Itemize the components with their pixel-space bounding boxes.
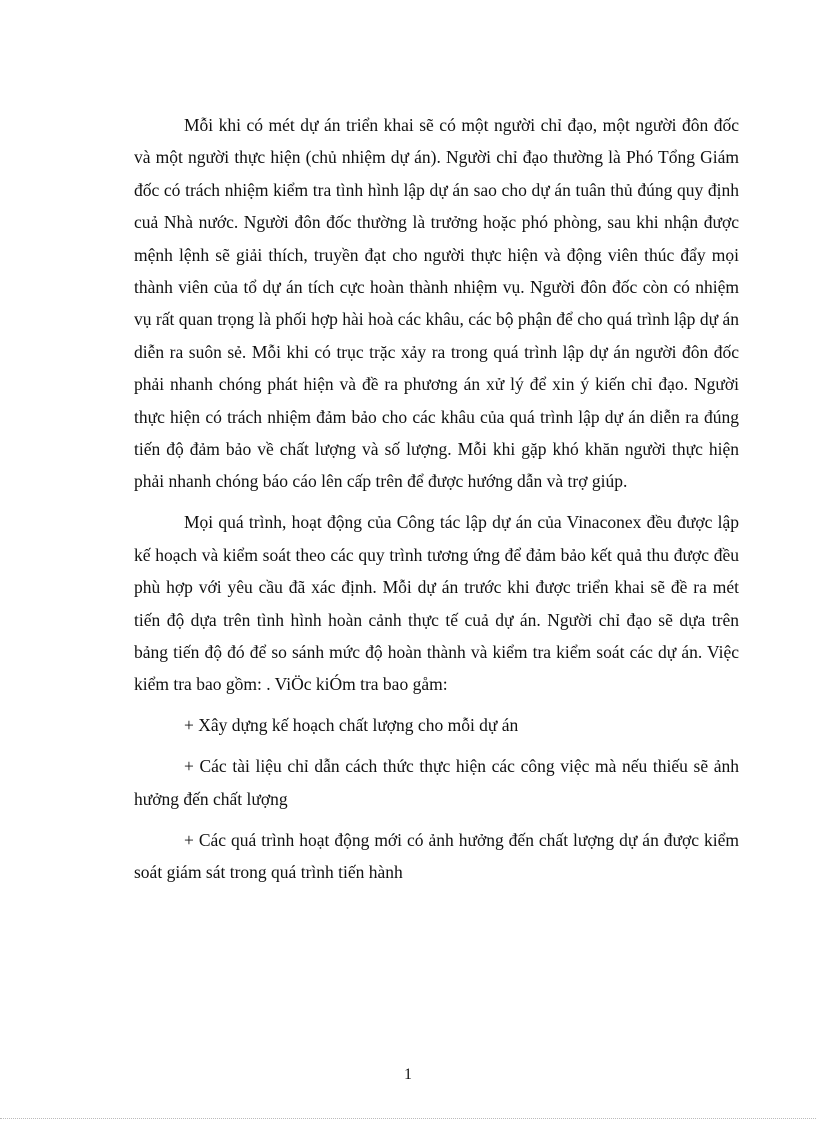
page-number: 1 bbox=[404, 1066, 412, 1083]
bottom-divider bbox=[0, 1118, 816, 1119]
body-text bbox=[134, 109, 739, 888]
list-item-guidance-documents: + Các tài liệu chỉ dẫn cách thức thực hiện các công việc mà nếu thiếu sẽ ảnh hưởng đến chất lượng bbox=[134, 756, 739, 809]
paragraph-process-control: Mọi quá trình, hoạt động của Công tác lập dự án của Vinaconex đều được lập kế hoạch và kiểm soát theo các quy trình tương ứng để đảm bảo kết quả thu được đều phù hợp với yêu cầu đã xác định. Mỗi dự án trước khi được triển khai sẽ đề ra mét tiến độ dựa trên tình hình hoàn cảnh thực tế cuả dự án. Người chỉ đạo sẽ dựa trên bảng tiến độ đó để so sánh mức độ hoàn thành và kiểm tra kiểm soát các dự án. Việc kiểm tra bao gồm: . ViÖc kiÓm tra bao gåm: bbox=[134, 512, 739, 695]
list-item-quality-plan: + Xây dựng kế hoạch chất lượng cho mỗi dự án bbox=[184, 715, 519, 736]
paragraph-project-roles: Mỗi khi có mét dự án triển khai sẽ có một người chỉ đạo, một người đôn đốc và một người thực hiện (chủ nhiệm dự án). Người chỉ đạo thường là Phó Tổng Giám đốc có trách nhiệm kiểm tra tình hình lập dự án sao cho dự án tuân thủ đúng quy định cuả Nhà nước. Người đôn đốc thường là trưởng hoặc phó phòng, sau khi nhận được mệnh lệnh sẽ giải thích, truyền đạt cho người thực hiện và động viên thúc đẩy mọi thành viên của tổ dự án tích cực hoàn thành nhiệm vụ. Người đôn đốc còn có nhiệm vụ rất quan trọng là phối hợp hài hoà các khâu, các bộ phận để cho quá trình lập dự án diễn ra suôn sẻ. Mỗi khi có trục trặc xảy ra trong quá trình lập dự án người đôn đốc phải nhanh chóng phát hiện và đề ra phương án xử lý để xin ý kiến chỉ đạo. Người thực hiện có trách nhiệm đảm bảo cho các khâu của quá trình lập dự án diễn ra đúng tiến độ đảm bảo về chất lượng và số lượng. Mỗi khi gặp khó khăn người thực hiện phải nhanh chóng báo cáo lên cấp trên để được hướng dẫn và trợ giúp. bbox=[134, 115, 739, 492]
list-item-new-activities: + Các quá trình hoạt động mới có ảnh hưởng đến chất lượng dự án được kiểm soát giám sát trong quá trình tiến hành bbox=[134, 829, 739, 882]
